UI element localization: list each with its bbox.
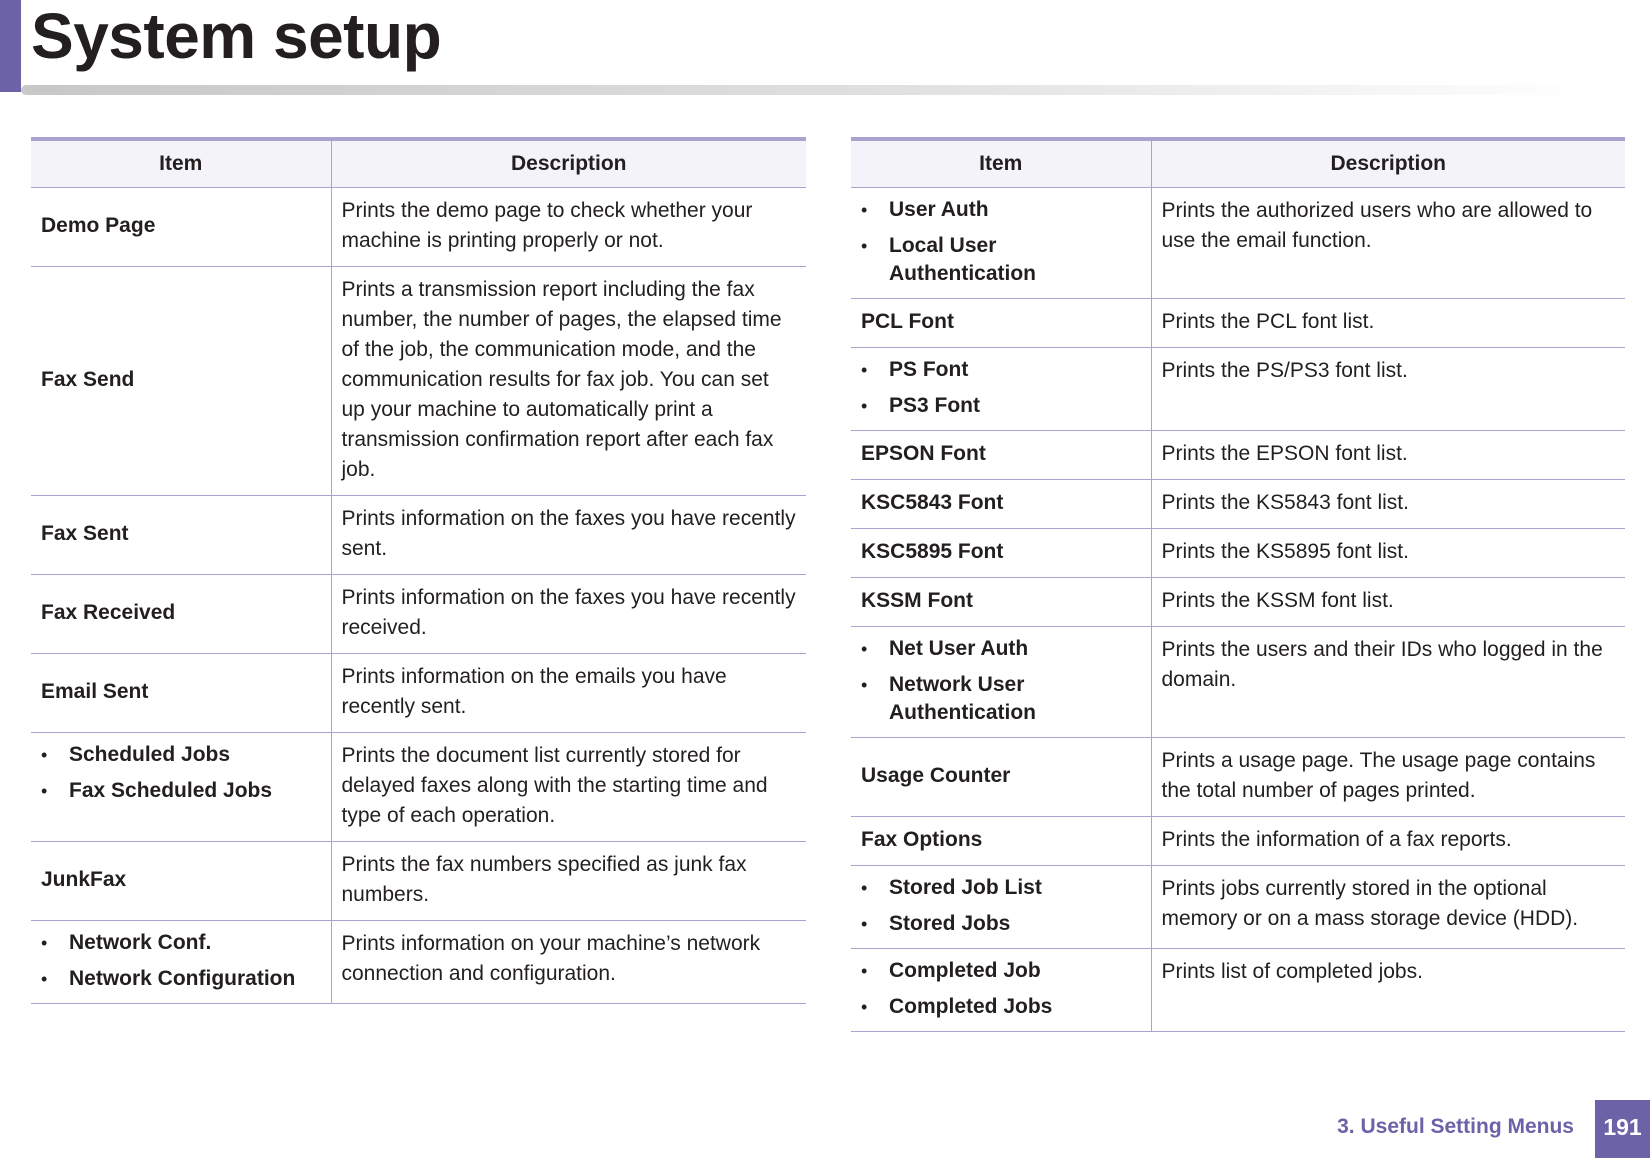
description-cell: Prints information on your machine’s network connection and configuration. xyxy=(331,921,806,1004)
table-row xyxy=(31,842,806,921)
item-cell xyxy=(851,431,1151,480)
item-bullet-list xyxy=(41,929,321,993)
table-row xyxy=(851,627,1625,738)
column-header-item: Item xyxy=(851,139,1151,188)
table-body-right xyxy=(851,188,1625,1032)
table-row xyxy=(851,188,1625,299)
description-cell: Prints a transmission report including the fax number, the number of pages, the elapsed time of the job, the communication mode, and the communication results for fax job. You can set up your machine to automatically print a transmission confirmation report after each fax job. xyxy=(331,267,806,496)
item-cell xyxy=(851,949,1151,1032)
column-header-description: Description xyxy=(331,139,806,188)
table-row xyxy=(31,188,806,267)
item-cell xyxy=(31,921,331,1004)
table-row xyxy=(31,575,806,654)
item-label: • Fax Scheduled Jobs xyxy=(41,777,321,805)
table-row xyxy=(31,496,806,575)
description-cell: Prints a usage page. The usage page contains the total number of pages printed. xyxy=(1151,738,1625,817)
item-cell xyxy=(851,817,1151,866)
description-cell: Prints the KSSM font list. xyxy=(1151,578,1625,627)
item-bullet-list xyxy=(861,196,1141,288)
chapter-label: 3. Useful Setting Menus xyxy=(1337,1115,1574,1138)
description-cell: Prints the demo page to check whether your machine is printing properly or not. xyxy=(331,188,806,267)
item-label: • Network Configuration xyxy=(41,965,321,993)
item-label: • Network User Authentication xyxy=(861,671,1141,727)
item-cell xyxy=(31,842,331,921)
table-row xyxy=(851,431,1625,480)
item-label: • Completed Job xyxy=(861,957,1141,985)
table-row xyxy=(31,733,806,842)
table-row xyxy=(851,480,1625,529)
item-label: • Net User Auth xyxy=(861,635,1141,663)
description-cell: Prints the PS/PS3 font list. xyxy=(1151,348,1625,431)
item-label: Fax Received xyxy=(41,601,176,624)
page-number: 191 xyxy=(1595,1100,1650,1158)
description-cell: Prints the PCL font list. xyxy=(1151,299,1625,348)
item-cell xyxy=(31,733,331,842)
description-cell: Prints the fax numbers specified as junk fax numbers. xyxy=(331,842,806,921)
table-row xyxy=(31,267,806,496)
item-cell xyxy=(31,654,331,733)
item-cell xyxy=(851,866,1151,949)
item-cell xyxy=(851,299,1151,348)
item-label: • Stored Jobs xyxy=(861,910,1141,938)
table-header-row xyxy=(851,139,1625,188)
table-row xyxy=(851,949,1625,1032)
item-cell xyxy=(851,578,1151,627)
item-cell xyxy=(851,738,1151,817)
description-cell: Prints information on the emails you have recently sent. xyxy=(331,654,806,733)
item-label: KSSM Font xyxy=(861,589,973,612)
item-cell xyxy=(851,348,1151,431)
description-cell: Prints the information of a fax reports. xyxy=(1151,817,1625,866)
item-label: • PS3 Font xyxy=(861,392,1141,420)
table-row xyxy=(851,866,1625,949)
item-bullet-list xyxy=(861,957,1141,1021)
item-label: Usage Counter xyxy=(861,764,1011,787)
item-bullet-list xyxy=(41,741,321,805)
item-label: JunkFax xyxy=(41,868,127,891)
item-bullet-list xyxy=(861,635,1141,727)
table-row xyxy=(851,299,1625,348)
item-label: EPSON Font xyxy=(861,442,986,465)
table-row xyxy=(851,738,1625,817)
description-cell: Prints jobs currently stored in the optional memory or on a mass storage device (HDD). xyxy=(1151,866,1625,949)
title-accent-bar xyxy=(0,0,21,92)
item-label: • Scheduled Jobs xyxy=(41,741,321,769)
description-cell: Prints the EPSON font list. xyxy=(1151,431,1625,480)
table-row xyxy=(851,817,1625,866)
description-cell: Prints the authorized users who are allowed to use the email function. xyxy=(1151,188,1625,299)
item-cell xyxy=(851,480,1151,529)
column-header-item: Item xyxy=(31,139,331,188)
settings-table-right xyxy=(851,137,1625,1032)
item-cell xyxy=(31,496,331,575)
item-label: • Local User Authentication xyxy=(861,232,1141,288)
item-cell xyxy=(851,529,1151,578)
item-bullet-list xyxy=(861,874,1141,938)
item-label: • Network Conf. xyxy=(41,929,321,957)
description-cell: Prints the KS5843 font list. xyxy=(1151,480,1625,529)
item-cell xyxy=(851,627,1151,738)
description-cell: Prints the document list currently stored for delayed faxes along with the starting time and type of each operation. xyxy=(331,733,806,842)
column-header-description: Description xyxy=(1151,139,1625,188)
table-row xyxy=(31,921,806,1004)
table-row xyxy=(851,348,1625,431)
item-cell xyxy=(31,575,331,654)
item-cell xyxy=(31,267,331,496)
page-title: System setup xyxy=(31,0,442,72)
item-label: • Completed Jobs xyxy=(861,993,1141,1021)
table-row xyxy=(31,654,806,733)
item-bullet-list xyxy=(861,356,1141,420)
item-label: KSC5895 Font xyxy=(861,540,1004,563)
item-cell xyxy=(31,188,331,267)
item-label: PCL Font xyxy=(861,310,954,333)
item-label: • Stored Job List xyxy=(861,874,1141,902)
description-cell: Prints the KS5895 font list. xyxy=(1151,529,1625,578)
table-header-row xyxy=(31,139,806,188)
item-label: Demo Page xyxy=(41,214,156,237)
item-label: • User Auth xyxy=(861,196,1141,224)
item-label: Fax Options xyxy=(861,828,983,851)
item-label: Email Sent xyxy=(41,680,149,703)
item-cell xyxy=(851,188,1151,299)
title-divider xyxy=(21,85,1591,95)
item-label: Fax Send xyxy=(41,368,135,391)
item-label: • PS Font xyxy=(861,356,1141,384)
description-cell: Prints the users and their IDs who logged in the domain. xyxy=(1151,627,1625,738)
description-cell: Prints information on the faxes you have recently received. xyxy=(331,575,806,654)
item-label: Fax Sent xyxy=(41,522,129,545)
table-body-left xyxy=(31,188,806,1004)
item-label: KSC5843 Font xyxy=(861,491,1004,514)
table-row xyxy=(851,529,1625,578)
description-cell: Prints information on the faxes you have recently sent. xyxy=(331,496,806,575)
table-row xyxy=(851,578,1625,627)
settings-table-left xyxy=(31,137,806,1004)
description-cell: Prints list of completed jobs. xyxy=(1151,949,1625,1032)
